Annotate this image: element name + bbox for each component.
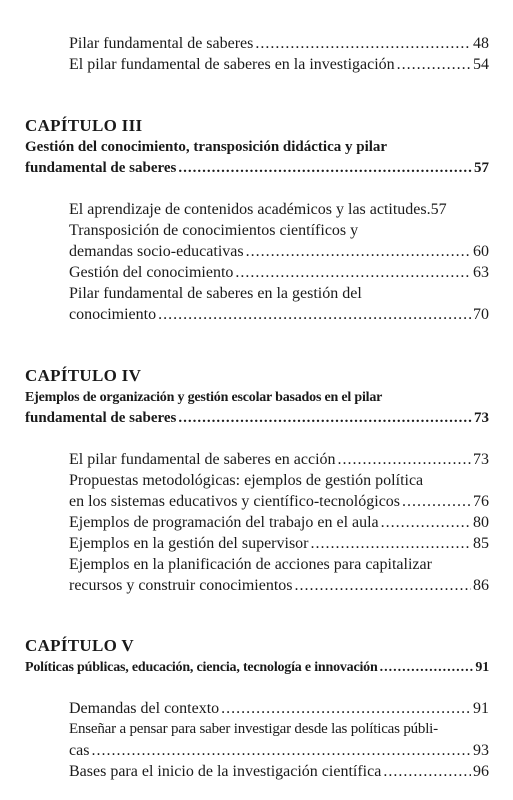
toc-entry-line: Transposición de conocimientos científicos y xyxy=(69,222,359,239)
toc-entry-page: 85 xyxy=(473,535,489,552)
leader-dots xyxy=(158,304,471,325)
chapter-page: 91 xyxy=(475,660,489,675)
leader-dots xyxy=(178,158,472,179)
leader-dots xyxy=(246,241,471,262)
toc-entry xyxy=(69,449,489,470)
leader-dots xyxy=(397,54,471,75)
toc-entry xyxy=(69,740,489,761)
chapter-title: Ejemplos de organización y gestión escolar basados en el pilar xyxy=(25,390,383,405)
toc-entry-title: cas xyxy=(69,742,90,759)
toc-entry xyxy=(69,761,489,782)
chapter-title: Gestión del conocimiento, transposición didáctica y pilar xyxy=(25,139,388,155)
toc-entry xyxy=(69,575,489,596)
toc-entry-title: Demandas del contexto xyxy=(69,700,220,717)
leader-dots xyxy=(383,761,471,782)
toc-entry-line: Ejemplos en la planificación de acciones para capitalizar xyxy=(69,556,432,573)
chapter-title-entry xyxy=(25,657,489,678)
toc-entry-title: Pilar fundamental de saberes xyxy=(69,35,254,52)
chapter-title: fundamental de saberes xyxy=(25,160,177,176)
toc-entry xyxy=(69,54,489,75)
toc-entry xyxy=(69,698,489,719)
toc-entry-page: 91 xyxy=(473,700,489,717)
toc-entry-page: 73 xyxy=(473,451,489,468)
chapter-title: Políticas públicas, educación, ciencia, tecnología e innovación xyxy=(25,660,378,675)
toc-entry-page: 86 xyxy=(473,577,489,594)
leader-dots xyxy=(402,491,471,512)
chapter-heading: CAPÍTULO III xyxy=(25,116,143,135)
chapter-heading: CAPÍTULO V xyxy=(25,636,134,655)
toc-entry-page: 70 xyxy=(473,306,489,323)
toc-entry-page: 63 xyxy=(473,264,489,281)
chapter-title-entry xyxy=(25,158,489,179)
toc-entry xyxy=(69,491,489,512)
toc-entry-title: demandas socio-educativas xyxy=(69,243,244,260)
toc-entry xyxy=(69,512,489,533)
toc-entry-page: 60 xyxy=(473,243,489,260)
leader-dots xyxy=(311,533,471,554)
toc-entry-page: 96 xyxy=(473,763,489,780)
toc-entry-page: 76 xyxy=(473,493,489,510)
toc-entry-title: El pilar fundamental de saberes en la investigación xyxy=(69,56,395,73)
toc-entry-page: 48 xyxy=(473,35,489,52)
toc-entry-title: Gestión del conocimiento xyxy=(69,264,234,281)
leader-dots xyxy=(338,449,471,470)
toc-entry-page: 57 xyxy=(430,201,447,218)
toc-entry xyxy=(69,262,489,283)
toc-entry-title: Bases para el inicio de la investigación científica xyxy=(69,763,382,780)
leader-dots xyxy=(255,33,471,54)
chapter-title: fundamental de saberes xyxy=(25,410,177,426)
toc-entry-title: Ejemplos en la gestión del supervisor xyxy=(69,535,309,552)
toc-entry-title: Ejemplos de programación del trabajo en el aula xyxy=(69,514,379,531)
toc-entry-title: El aprendizaje de contenidos académicos y las actitudes. xyxy=(69,201,431,218)
toc-entry-line: Pilar fundamental de saberes en la gestión del xyxy=(69,285,362,302)
chapter-heading: CAPÍTULO IV xyxy=(25,366,142,385)
toc-entry xyxy=(69,533,489,554)
toc-entry xyxy=(69,304,489,325)
leader-dots xyxy=(221,698,471,719)
leader-dots xyxy=(91,740,471,761)
leader-dots xyxy=(235,262,471,283)
chapter-title-entry xyxy=(25,408,489,429)
toc-entry-page: 93 xyxy=(473,742,489,759)
toc-entry-title: El pilar fundamental de saberes en acción xyxy=(69,451,336,468)
toc-entry-line: Propuestas metodológicas: ejemplos de gestión política xyxy=(69,472,424,489)
chapter-page: 57 xyxy=(474,160,489,176)
leader-dots xyxy=(381,512,471,533)
toc-entry-title: en los sistemas educativos y científico-tecnológicos xyxy=(69,493,401,510)
toc-entry-title: recursos y construir conocimientos xyxy=(69,577,293,594)
toc-entry xyxy=(69,199,489,220)
leader-dots xyxy=(178,408,472,429)
toc-entry xyxy=(69,241,489,262)
toc-entry-page: 80 xyxy=(473,514,489,531)
toc-entry xyxy=(69,33,489,54)
toc-entry-line: Enseñar a pensar para saber investigar desde las políticas públi- xyxy=(69,721,438,737)
leader-dots xyxy=(380,657,474,678)
chapter-page: 73 xyxy=(474,410,489,426)
toc-entry-page: 54 xyxy=(473,56,489,73)
leader-dots xyxy=(295,575,472,596)
toc-entry-title: conocimiento xyxy=(69,306,157,323)
